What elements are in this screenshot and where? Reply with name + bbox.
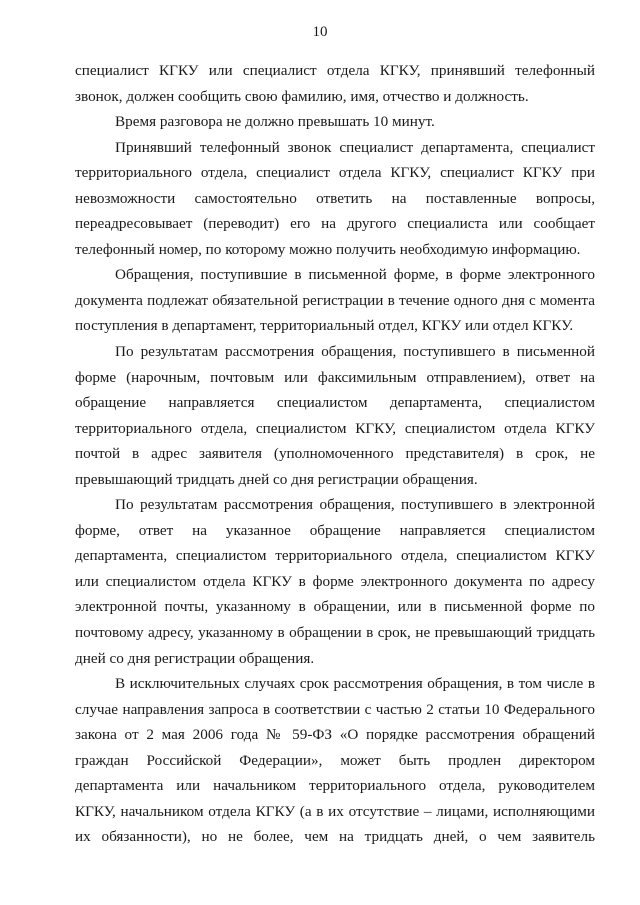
text-line: переадресовывает (переводит) его на другого специалиста или сообщает [75,215,595,233]
text-line: В исключительных случаях срок рассмотрения обращения, в том числе в [115,675,595,693]
text-line: почтовому адресу, указанному в обращении в срок, не превышающий тридцать [75,624,595,642]
text-line: Принявший телефонный звонок специалист департамента, специалист [115,138,595,156]
text-line: поступления в департамент, территориальный отдел, КГКУ или отдел КГКУ. [75,317,574,335]
text-line: департамента или начальником территориального отдела, руководителем [75,777,595,795]
text-line: телефонный номер, по которому можно получить необходимую информацию. [75,240,581,258]
text-line: территориального отдела, специалистом КГКУ, специалистом отдела КГКУ [75,419,595,437]
text-line: невозможности самостоятельно ответить на поставленные вопросы, [75,189,595,207]
text-line: случае направления запроса в соответствии с частью 2 статьи 10 Федерального [75,700,595,718]
text-line: граждан Российской Федерации», может быть продлен директором [75,751,595,769]
text-line: форме (нарочным, почтовым или факсимильным отправлением), ответ на [75,368,595,386]
text-line: специалист КГКУ или специалист отдела КГКУ, принявший телефонный [75,62,595,79]
text-line: или специалистом отдела КГКУ в форме электронного документа по адресу [75,572,595,590]
text-line: территориального отдела, специалист отдела КГКУ, специалист КГКУ при [75,164,595,182]
text-line: По результатам рассмотрения обращения, поступившего в электронной [115,496,595,514]
text-line: закона от 2 мая 2006 года № 59-ФЗ «О порядке рассмотрения обращений [75,726,595,744]
text-line: почтой в адрес заявителя (уполномоченного представителя) в срок, не [75,445,595,463]
text-line: документа подлежат обязательной регистрации в течение одного дня с момента [75,291,595,309]
text-line: превышающий тридцать дней со дня регистрации обращения. [75,470,478,488]
text-line: Время разговора не должно превышать 10 минут. [115,113,435,131]
page-number: 10 [312,24,328,40]
text-line: По результатам рассмотрения обращения, поступившего в письменной [115,343,595,361]
document-body [75,58,595,850]
text-line: департамента, специалистом территориального отдела, специалистом КГКУ [75,547,595,565]
text-line: электронной почты, указанному в обращении, или в письменной форме по [75,598,595,616]
text-line: КГКУ, начальником отдела КГКУ (а в их отсутствие – лицами, исполняющими [75,802,595,820]
text-line: форме, ответ на указанное обращение направляется специалистом [75,521,595,539]
text-line: звонок, должен сообщить свою фамилию, имя, отчество и должность. [75,87,529,105]
text-line: обращение направляется специалистом департамента, специалистом [75,394,595,412]
text-line: дней со дня регистрации обращения. [75,649,315,667]
text-line: Обращения, поступившие в письменной форме, в форме электронного [115,266,595,284]
text-line: их обязанности), но не более, чем на тридцать дней, о чем заявитель [75,828,595,846]
